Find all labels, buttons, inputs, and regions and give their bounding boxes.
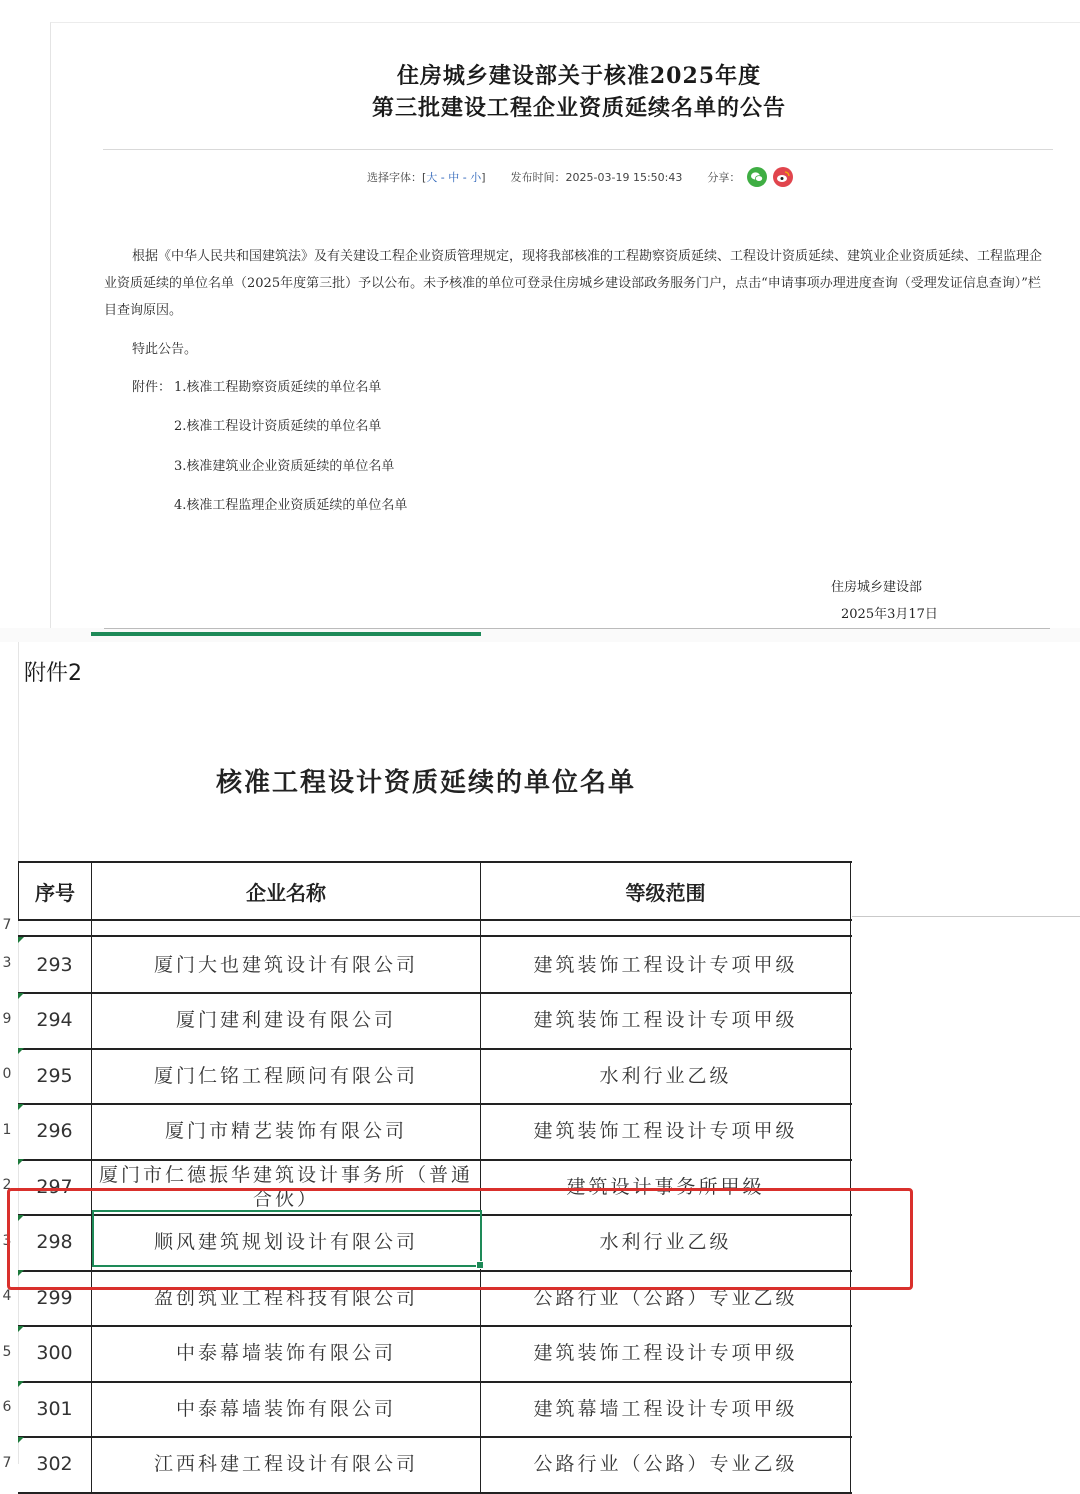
header-company[interactable]: 企业名称 <box>92 863 481 919</box>
publish-time: 2025-03-19 15:50:43 <box>565 171 683 184</box>
cell-no[interactable]: 300 <box>18 1326 92 1381</box>
cell-company[interactable]: 厦门市精艺装饰有限公司 <box>92 1104 481 1159</box>
issuer: 住房城乡建设部 <box>831 580 923 595</box>
notice-closing: 特此公告。 <box>132 342 198 357</box>
row-number[interactable]: 4 <box>2 1288 12 1304</box>
gridline <box>852 916 1080 917</box>
cell-scope[interactable]: 建筑装饰工程设计专项甲级 <box>481 1104 851 1159</box>
cell-no[interactable]: 297 <box>18 1159 92 1214</box>
cell-company[interactable]: 厦门市仁德振华建筑设计事务所（普通合伙） <box>92 1159 481 1214</box>
cell-company[interactable]: 厦门建利建设有限公司 <box>92 993 481 1048</box>
row-number[interactable]: 3 <box>2 1232 12 1249</box>
table-row[interactable] <box>2 1437 852 1494</box>
cell-no[interactable]: 301 <box>18 1381 92 1436</box>
cell-scope[interactable]: 公路行业（公路）专业乙级 <box>481 1270 851 1325</box>
spreadsheet <box>0 642 1080 1475</box>
font-select-close: ] <box>481 171 486 184</box>
cell-no[interactable]: 295 <box>18 1048 92 1103</box>
cell-no[interactable]: 293 <box>18 937 92 992</box>
cell-scope[interactable]: 建筑幕墙工程设计专项甲级 <box>481 1381 851 1436</box>
table-header-row <box>18 861 852 921</box>
cell-no[interactable]: 302 <box>18 1437 92 1492</box>
table-row[interactable] <box>2 1381 852 1438</box>
cell-no[interactable]: 296 <box>18 1104 92 1159</box>
cell-company[interactable]: 中泰幕墙装饰有限公司 <box>92 1326 481 1381</box>
wechat-share-icon[interactable] <box>747 167 767 187</box>
attachment-link-1[interactable]: 1.核准工程勘察资质延续的单位名单 <box>174 380 382 395</box>
row-number[interactable]: 5 <box>2 1343 12 1360</box>
table-row[interactable] <box>2 1048 852 1105</box>
attachment-label: 附件： <box>132 380 172 395</box>
notice-meta-bar: 选择字体：[大 - 中 - 小] 发布时间：2025-03-19 15:50:43 分享： <box>367 168 793 188</box>
column-header-strip <box>0 628 1080 643</box>
selected-column-indicator <box>91 632 481 636</box>
cell-scope[interactable]: 建筑装饰工程设计专项甲级 <box>481 993 851 1048</box>
cell-scope[interactable]: 水利行业乙级 <box>481 1048 851 1103</box>
header-scope[interactable]: 等级范围 <box>481 863 851 919</box>
attachment-link-2[interactable]: 2.核准工程设计资质延续的单位名单 <box>174 419 382 434</box>
cell-scope[interactable]: 建筑装饰工程设计专项甲级 <box>481 1326 851 1381</box>
sheet-title: 核准工程设计资质延续的单位名单 <box>216 768 637 798</box>
cell-company[interactable]: 顺风建筑规划设计有限公司 <box>92 1215 481 1270</box>
attachment-link-3[interactable]: 3.核准建筑业企业资质延续的单位名单 <box>174 459 395 474</box>
cell-scope[interactable]: 建筑设计事务所甲级 <box>481 1159 851 1214</box>
weibo-share-icon[interactable] <box>773 167 793 187</box>
cell-scope[interactable]: 水利行业乙级 <box>481 1215 851 1270</box>
notice-title-line1: 住房城乡建设部关于核准2025年度 <box>396 63 762 89</box>
table-row[interactable] <box>2 937 852 994</box>
cell-no[interactable]: 294 <box>18 993 92 1048</box>
row-number[interactable]: 9 <box>2 1010 12 1027</box>
hidden-row <box>2 917 852 937</box>
attachment-heading: 附件2 <box>24 661 82 686</box>
font-select-label: 选择字体：[ <box>367 171 427 184</box>
header-no[interactable]: 序号 <box>18 863 92 919</box>
cell-company[interactable]: 江西科建工程设计有限公司 <box>92 1437 481 1492</box>
row-number[interactable]: 6 <box>2 1399 12 1415</box>
cell-scope[interactable]: 公路行业（公路）专业乙级 <box>481 1437 851 1492</box>
cell-no[interactable]: 298 <box>18 1215 92 1270</box>
cell-company[interactable]: 厦门大也建筑设计有限公司 <box>92 937 481 992</box>
font-medium-link[interactable]: 中 <box>448 171 460 184</box>
cell-company[interactable]: 厦门仁铭工程顾问有限公司 <box>92 1048 481 1103</box>
row-number-gutter <box>0 642 19 1464</box>
notice-panel <box>50 22 1080 631</box>
notice-body: 根据《中华人民共和国建筑法》及有关建设工程企业资质管理规定，现将我部核准的工程勘察资质延续、工程设计资质延续、建筑业企业资质延续、工程监理企业资质延续的单位名单（2025年度第三批）予以公布。未予核准的单位可登录住房城乡建设部政务服务门户，点击“申请事项办理进度查询（受理发证信息查询）”栏目查询原因。 <box>104 249 1043 318</box>
row-number[interactable]: 1 <box>2 1121 12 1138</box>
title-divider <box>103 149 1053 150</box>
publish-label: 发布时间： <box>510 171 566 184</box>
font-small-link[interactable]: 小 <box>470 171 482 184</box>
cell-company[interactable]: 盈创筑业工程科技有限公司 <box>92 1270 481 1325</box>
cell-no[interactable]: 299 <box>18 1270 92 1325</box>
table-row[interactable] <box>2 993 852 1050</box>
row-number[interactable]: 7 <box>2 1454 12 1471</box>
row-number[interactable]: 3 <box>2 955 12 971</box>
share-label: 分享： <box>707 171 741 184</box>
attachment-link-4[interactable]: 4.核准工程监理企业资质延续的单位名单 <box>174 498 408 513</box>
row-number[interactable]: 2 <box>2 1177 12 1193</box>
row-number[interactable]: 7 <box>2 917 12 933</box>
cell-scope[interactable]: 建筑装饰工程设计专项甲级 <box>481 937 851 992</box>
cell-company[interactable]: 中泰幕墙装饰有限公司 <box>92 1381 481 1436</box>
issue-date: 2025年3月17日 <box>841 607 938 622</box>
row-number[interactable]: 0 <box>2 1066 12 1082</box>
red-highlight-box <box>7 1188 913 1290</box>
table-row[interactable] <box>2 1326 852 1383</box>
notice-title-line2: 第三批建设工程企业资质延续名单的公告 <box>371 95 786 121</box>
font-large-link[interactable]: 大 <box>426 171 438 184</box>
table-row[interactable] <box>2 1104 852 1161</box>
